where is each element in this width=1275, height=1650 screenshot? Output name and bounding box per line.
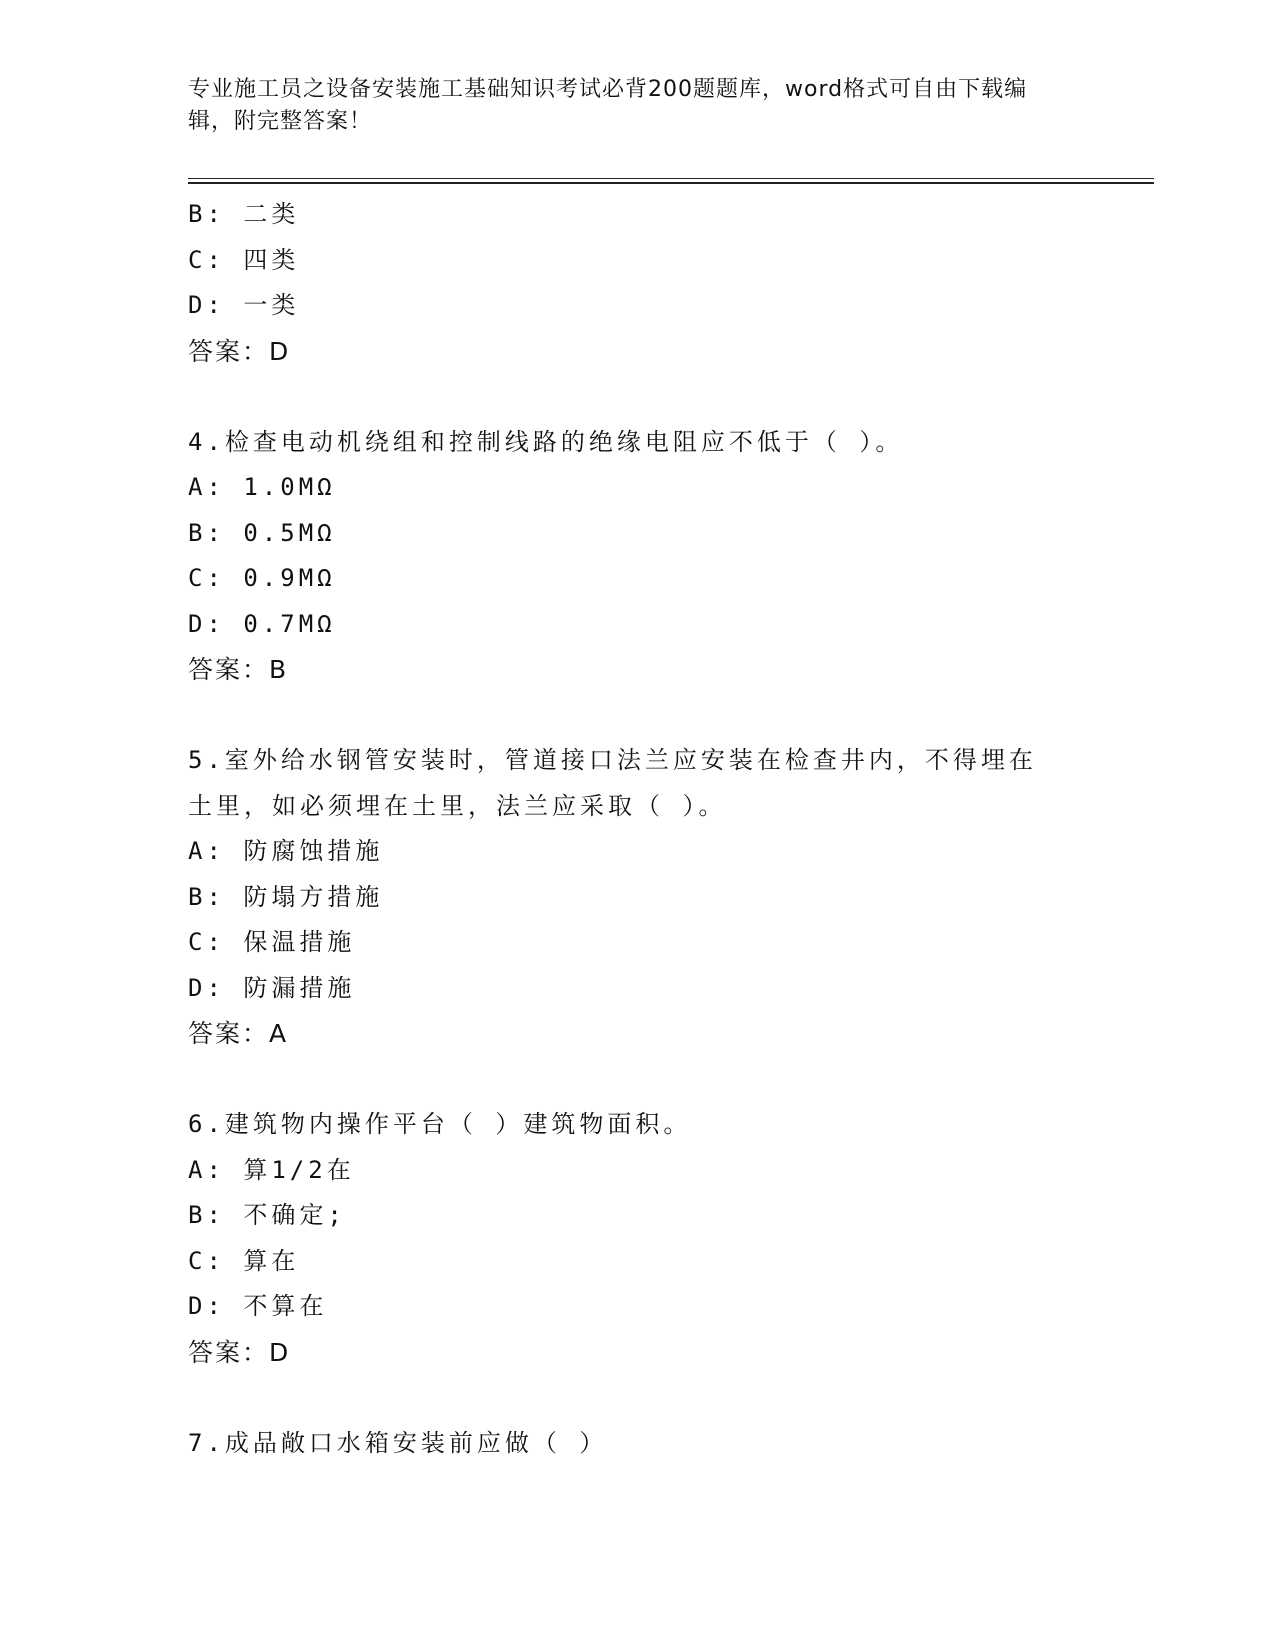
question-text: 6.建筑物内操作平台（ ）建筑物面积。 bbox=[188, 1110, 692, 1138]
answer-line: 答案：D bbox=[188, 336, 291, 366]
answer-line: 答案：A bbox=[188, 1019, 289, 1048]
spacer bbox=[188, 374, 1088, 420]
option-a: A: 1.0MΩ bbox=[188, 473, 336, 501]
spacer bbox=[188, 1375, 1088, 1421]
option-b: B: 防塌方措施 bbox=[188, 882, 384, 911]
spacer bbox=[188, 1057, 1088, 1103]
question-3-continuation bbox=[188, 192, 1088, 374]
answer-line: 答案：D bbox=[188, 1337, 291, 1367]
option-a: A: 防腐蚀措施 bbox=[188, 837, 384, 865]
option-a: A: 算1/2在 bbox=[188, 1155, 355, 1184]
question-text: 4.检查电动机绕组和控制线路的绝缘电阻应不低于（ ）。 bbox=[188, 427, 904, 456]
option-b: B: 不确定; bbox=[188, 1201, 346, 1229]
option-d: D: 一类 bbox=[188, 291, 300, 319]
option-b: B: 二类 bbox=[188, 200, 300, 228]
option-d: D: 防漏措施 bbox=[188, 973, 356, 1002]
question-text: 7.成品敞口水箱安装前应做（ ） bbox=[188, 1428, 608, 1457]
option-c: C: 0.9MΩ bbox=[188, 564, 336, 592]
option-c: C: 保温措施 bbox=[188, 928, 356, 956]
document-title: 专业施工员之设备安装施工基础知识考试必背200题题库，word格式可自由下载编辑，附完整答案！ bbox=[188, 77, 1028, 134]
header-divider-thick bbox=[188, 182, 1154, 184]
option-b: B: 0.5MΩ bbox=[188, 518, 336, 547]
option-d: D: 不算在 bbox=[188, 1292, 328, 1320]
header-divider bbox=[188, 178, 1154, 179]
spacer bbox=[188, 693, 1088, 739]
question-7 bbox=[188, 1421, 1088, 1467]
answer-line: 答案：B bbox=[188, 655, 289, 684]
question-list bbox=[188, 192, 1088, 1466]
option-c: C: 算在 bbox=[188, 1246, 300, 1275]
question-text: 5.室外给水钢管安装时，管道接口法兰应安装在检查井内，不得埋在土里，如必须埋在土里，法兰应采取（ ）。 bbox=[188, 746, 1037, 820]
question-5 bbox=[188, 738, 1088, 1057]
option-d: D: 0.7MΩ bbox=[188, 609, 336, 638]
question-6 bbox=[188, 1102, 1088, 1375]
option-c: C: 四类 bbox=[188, 245, 300, 274]
question-4 bbox=[188, 420, 1088, 693]
